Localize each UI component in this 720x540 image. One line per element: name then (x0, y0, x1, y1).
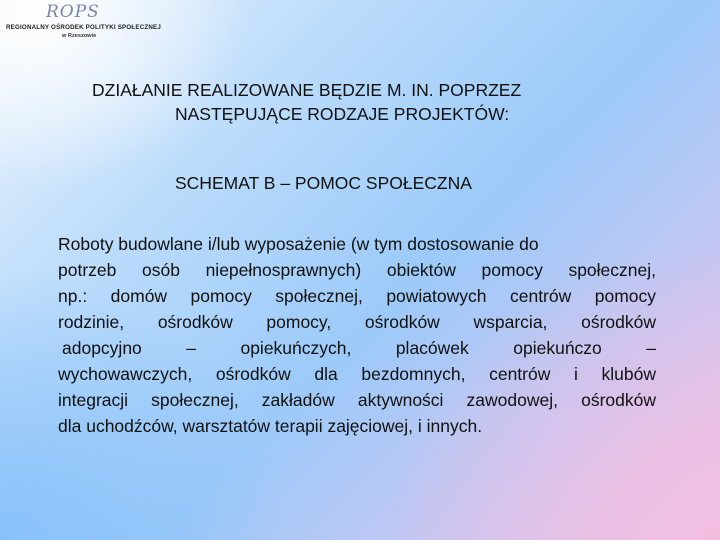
body-line: potrzeb osób niepełnosprawnych) obiektów pomocy społecznej, (58, 260, 656, 280)
logo-org-city: w Rzeszowie (62, 33, 97, 39)
body-line: Roboty budowlane i/lub wyposażenie (w tym dostosowanie do (58, 234, 539, 254)
body-line: rodzinie, ośrodków pomocy, ośrodków wsparcia, ośrodków (58, 312, 656, 332)
body-line: wychowawczych, ośrodków dla bezdomnych, centrów i klubów (58, 364, 656, 384)
slide-subheading: SCHEMAT B – POMOC SPOŁECZNA (175, 173, 472, 193)
heading-line-2: NASTĘPUJĄCE RODZAJE PROJEKTÓW: (175, 104, 510, 124)
body-line: dla uchodźców, warsztatów terapii zajęciowej, i innych. (58, 416, 483, 436)
slide-body (58, 231, 656, 439)
logo-org-name: REGIONALNY OŚRODEK POLITYKI SPOŁECZNEJ (6, 24, 161, 31)
rops-logo (6, 2, 166, 44)
logo-mark: ROPS (46, 2, 100, 22)
body-line: integracji społecznej, zakładów aktywności zawodowej, ośrodków (58, 390, 656, 410)
heading-line-1: DZIAŁANIE REALIZOWANE BĘDZIE M. IN. POPRZEZ (92, 80, 522, 100)
body-line: np.: domów pomocy społecznej, powiatowych centrów pomocy (58, 286, 656, 306)
slide-heading (92, 78, 652, 126)
body-line: adopcyjno – opiekuńczych, placówek opiekuńczo – (62, 338, 656, 358)
